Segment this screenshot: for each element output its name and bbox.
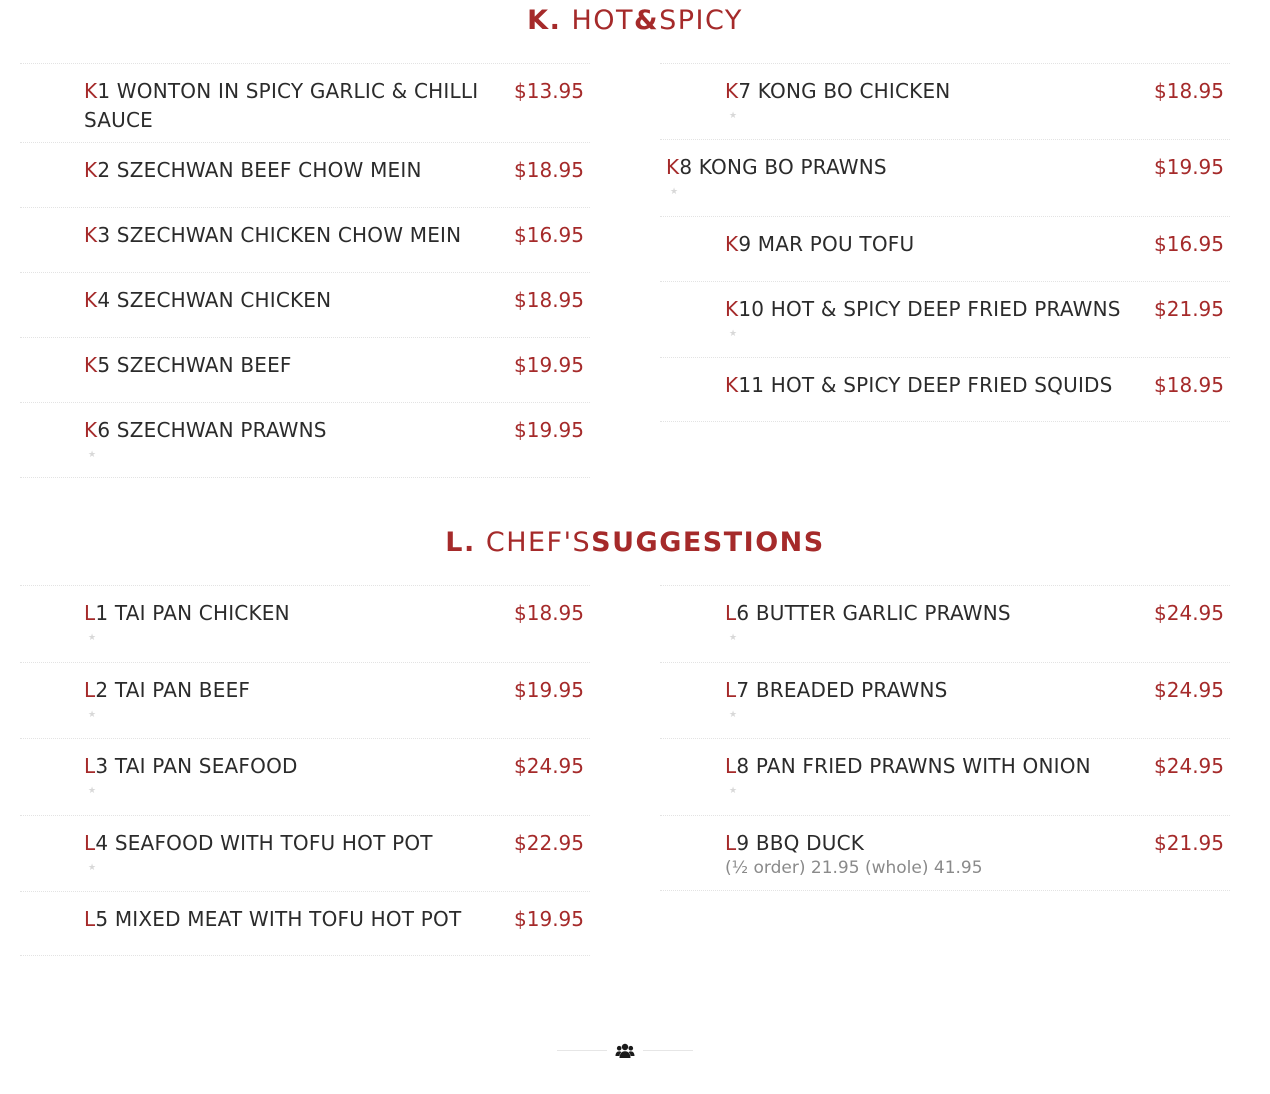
menu-item-code: K: [84, 158, 98, 182]
menu-item[interactable]: [20, 738, 590, 815]
menu-item-name: [666, 153, 1076, 182]
section-title-chefs-suggestions: [0, 527, 1270, 558]
menu-item-name: [725, 829, 1135, 858]
menu-item-label: 1 TAI PAN CHICKEN: [95, 601, 290, 625]
menu-item-label: 4 SEAFOOD WITH TOFU HOT POT: [95, 831, 433, 855]
section-letter: K.: [527, 5, 562, 36]
menu-item[interactable]: [20, 142, 590, 207]
menu-item-label: 7 KONG BO CHICKEN: [738, 79, 951, 103]
menu-item[interactable]: [660, 281, 1230, 357]
section-title-word: SPICY: [659, 5, 743, 36]
menu-item[interactable]: [660, 357, 1230, 422]
menu-item-label: 5 SZECHWAN BEEF: [97, 353, 292, 377]
star-icon: ★: [88, 633, 97, 643]
section-title-hot-spicy: [0, 5, 1270, 36]
menu-column-right: [660, 63, 1230, 422]
menu-item[interactable]: [660, 139, 1230, 216]
menu-item-label: 9 MAR POU TOFU: [738, 232, 915, 256]
menu-item-name: [84, 905, 494, 934]
menu-item-code: K: [666, 155, 680, 179]
menu-item-name: [725, 752, 1135, 781]
menu-item-price: $19.95: [514, 678, 584, 702]
section-title-amp: &: [634, 5, 660, 36]
menu-item-name: [84, 286, 494, 315]
menu-item-price: $22.95: [514, 831, 584, 855]
menu-column-left: [20, 585, 590, 956]
menu-item-name: [84, 676, 494, 705]
menu-item-label: 4 SZECHWAN CHICKEN: [97, 288, 332, 312]
star-icon: ★: [729, 633, 738, 643]
star-icon: ★: [729, 329, 738, 339]
menu-item-name: [84, 156, 494, 185]
menu-item-code: K: [84, 79, 98, 103]
star-icon: ★: [88, 710, 97, 720]
menu-item-code: K: [84, 353, 98, 377]
menu-item[interactable]: [20, 207, 590, 272]
menu-item[interactable]: [20, 337, 590, 402]
menu-item-price: $18.95: [514, 288, 584, 312]
menu-item-price: $21.95: [1154, 297, 1224, 321]
menu-item-price: $19.95: [514, 907, 584, 931]
menu-item-price: $18.95: [1154, 79, 1224, 103]
menu-item-code: L: [84, 907, 96, 931]
menu-item-code: L: [725, 754, 737, 778]
menu-item-price: $19.95: [514, 353, 584, 377]
star-icon: ★: [88, 450, 97, 460]
divider-line: [643, 1050, 693, 1051]
menu-item-name: [725, 77, 1135, 106]
menu-item-label: 3 SZECHWAN CHICKEN CHOW MEIN: [97, 223, 462, 247]
star-icon: ★: [729, 786, 738, 796]
menu-item-label: 6 SZECHWAN PRAWNS: [97, 418, 327, 442]
menu-item[interactable]: [20, 402, 590, 478]
menu-item[interactable]: [660, 815, 1230, 891]
menu-item-code: K: [725, 232, 739, 256]
section-title-word: HOT: [571, 5, 635, 36]
menu-item-label: 2 SZECHWAN BEEF CHOW MEIN: [97, 158, 422, 182]
menu-item-label: 11 HOT & SPICY DEEP FRIED SQUIDS: [738, 373, 1113, 397]
star-icon: ★: [729, 111, 738, 121]
menu-item-name: [725, 599, 1135, 628]
menu-item-label: 7 BREADED PRAWNS: [736, 678, 948, 702]
menu-item-price: $24.95: [1154, 678, 1224, 702]
menu-item-code: K: [725, 373, 739, 397]
menu-item-note: (½ order) 21.95 (whole) 41.95: [725, 858, 983, 878]
menu-item-name: [725, 371, 1155, 400]
menu-item-name: [84, 416, 494, 445]
menu-item-price: $13.95: [514, 79, 584, 103]
menu-item-code: K: [725, 79, 739, 103]
star-icon: ★: [670, 187, 679, 197]
menu-item-price: $16.95: [1154, 232, 1224, 256]
menu-item-name: [725, 230, 1135, 259]
menu-item-price: $18.95: [514, 158, 584, 182]
menu-item-code: L: [725, 831, 737, 855]
menu-item-code: L: [84, 601, 96, 625]
menu-item-price: $24.95: [1154, 601, 1224, 625]
menu-item[interactable]: [20, 815, 590, 891]
menu-item-label: 2 TAI PAN BEEF: [95, 678, 251, 702]
group-icon: [615, 1042, 635, 1059]
section-title-word: CHEF'S: [485, 527, 592, 558]
menu-item-code: L: [725, 678, 737, 702]
menu-item-price: $18.95: [514, 601, 584, 625]
menu-item-name: [84, 752, 494, 781]
menu-item-name: [725, 295, 1155, 324]
menu-column-left: [20, 63, 590, 478]
menu-item[interactable]: [660, 585, 1230, 662]
menu-item-price: $24.95: [1154, 754, 1224, 778]
menu-item[interactable]: [20, 662, 590, 738]
menu-item-code: L: [725, 601, 737, 625]
menu-item[interactable]: [660, 662, 1230, 738]
menu-item[interactable]: [660, 738, 1230, 815]
star-icon: ★: [88, 786, 97, 796]
star-icon: ★: [88, 863, 97, 873]
menu-item-price: $24.95: [514, 754, 584, 778]
menu-item-name: [84, 221, 494, 250]
menu-item[interactable]: [20, 272, 590, 337]
menu-item-name: [84, 77, 494, 135]
star-icon: ★: [729, 710, 738, 720]
menu-item-label: 6 BUTTER GARLIC PRAWNS: [736, 601, 1011, 625]
menu-item-code: K: [84, 223, 98, 247]
menu-item[interactable]: [20, 891, 590, 956]
menu-item-price: $21.95: [1154, 831, 1224, 855]
menu-item-code: K: [84, 418, 98, 442]
section-letter: L.: [445, 527, 476, 558]
divider-line: [557, 1050, 607, 1051]
menu-item[interactable]: [660, 216, 1230, 281]
menu-item-name: [84, 351, 494, 380]
menu-item-code: K: [725, 297, 739, 321]
menu-item-label: 10 HOT & SPICY DEEP FRIED PRAWNS: [738, 297, 1121, 321]
menu-item-price: $19.95: [1154, 155, 1224, 179]
menu-item-label: 1 WONTON IN SPICY GARLIC & CHILLI SAUCE: [84, 79, 479, 132]
menu-item-price: $16.95: [514, 223, 584, 247]
menu-item-price: $18.95: [1154, 373, 1224, 397]
menu-item-name: [725, 676, 1135, 705]
menu-item-name: [84, 829, 494, 858]
menu-item-code: L: [84, 678, 96, 702]
menu-item-label: 8 PAN FRIED PRAWNS WITH ONION: [736, 754, 1091, 778]
menu-item-code: L: [84, 831, 96, 855]
menu-item[interactable]: [660, 63, 1230, 139]
menu-item-label: 5 MIXED MEAT WITH TOFU HOT POT: [95, 907, 462, 931]
menu-item-label: 8 KONG BO PRAWNS: [679, 155, 887, 179]
menu-item-label: 9 BBQ DUCK: [736, 831, 865, 855]
menu-item-code: L: [84, 754, 96, 778]
menu-item[interactable]: [20, 63, 590, 142]
menu-item-label: 3 TAI PAN SEAFOOD: [95, 754, 298, 778]
menu-column-right: [660, 585, 1230, 891]
menu-item-price: $19.95: [514, 418, 584, 442]
section-title-word: SUGGESTIONS: [591, 527, 825, 558]
menu-item-code: K: [84, 288, 98, 312]
menu-item-name: [84, 599, 494, 628]
menu-item[interactable]: [20, 585, 590, 662]
